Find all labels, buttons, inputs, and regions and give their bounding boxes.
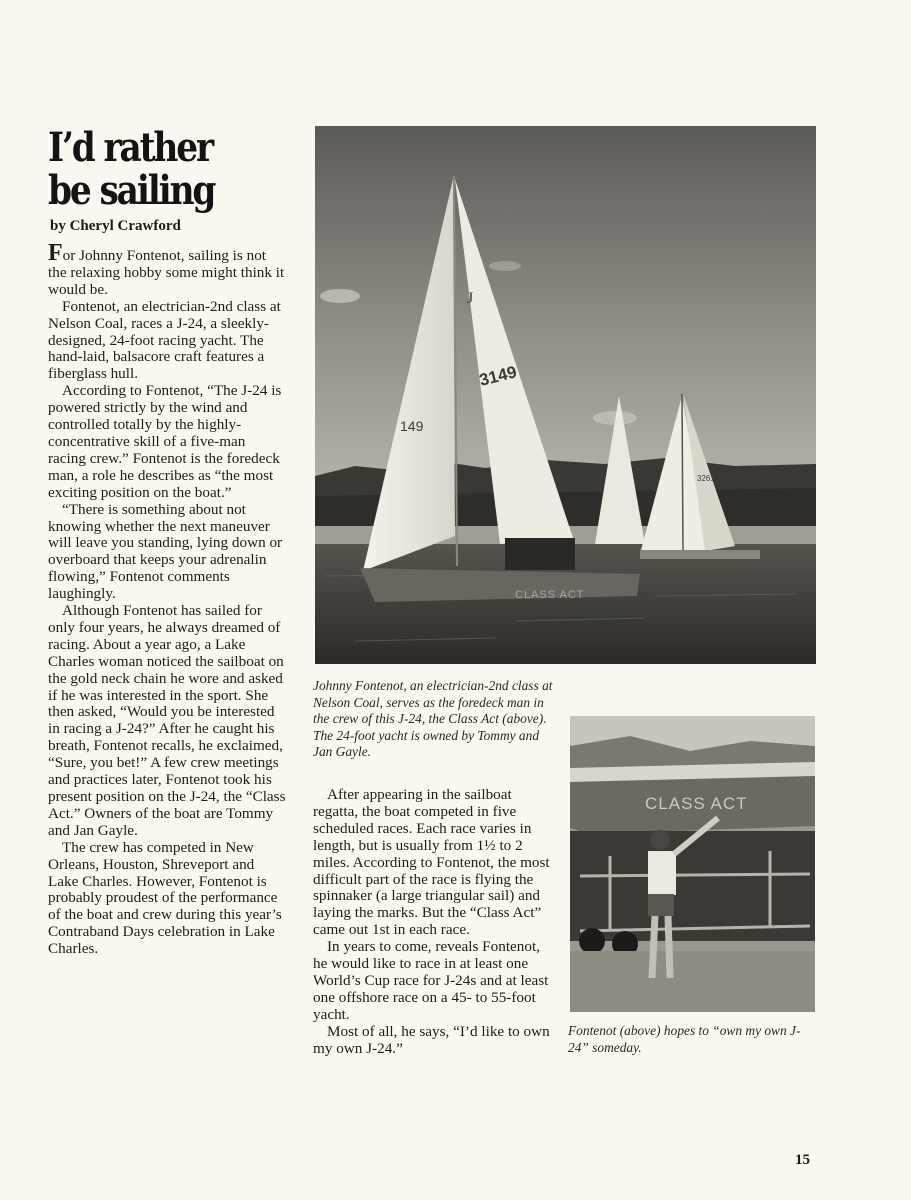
- paragraph-9: Most of all, he says, “I’d like to own my own J-24.”: [313, 1022, 550, 1057]
- paragraph-3: According to Fontenot, “The J-24 is powered strictly by the wind and controlled totally by the highly-concentrative skill of a five-man racing crew.” Fontenot is the foredeck man, a role he describes as “the most exciting position on the boat.”: [48, 382, 282, 501]
- article-column-left: [48, 240, 286, 958]
- headline: I’d rather be sailing: [48, 124, 215, 214]
- paragraph-6: The crew has competed in New Orleans, Houston, Shreveport and Lake Charles. However, Fontenot is probably proudest of the performance of the boat and crew during this year’s Contraband Days celebration in Lake Charles.: [48, 838, 282, 958]
- hull-name-main: CLASS ACT: [515, 589, 585, 601]
- sail-number-main: 3149: [477, 362, 519, 390]
- paragraph-1: For Johnny Fontenot, sailing is not the relaxing hobby some might think it would be.: [48, 240, 285, 298]
- paragraph-7: After appearing in the sailboat regatta, the boat competed in five scheduled races. Each race varies in length, but is usually from 1½ to 2 miles. According to Fontenot, the most difficult part of the race is flying the spinnaker (a large triangular sail) and laying the marks. But the “Class Act” came out 1st in each race.: [313, 786, 550, 939]
- drop-cap: F: [48, 240, 63, 266]
- sailboat-race-photo: [315, 126, 816, 664]
- paragraph-5: Although Fontenot has sailed for only four years, he always dreamed of racing. About a year ago, a Lake Charles woman noticed the sailboat on the gold neck chain he wore and asked if he was interested in the sport. She then asked, “Would you be interested in racing a J-24?” After he caught his breath, Fontenot recalls, he exclaimed, “Sure, you bet!” A few crew meetings and practices later, Fontenot took his present position on the J-24, the “Class Act.” Owners of the boat are Tommy and Jan Gayle.: [48, 602, 286, 839]
- paragraph-2: Fontenot, an electrician-2nd class at Nelson Coal, races a J-24, a sleekly-designed, 24-foot racing yacht. The hand-laid, balsacore craft features a fiberglass hull.: [48, 297, 281, 383]
- sail-number-front: 149: [400, 418, 424, 434]
- paragraph-8: In years to come, reveals Fontenot, he would like to race in at least one World’s Cup race for J-24s and at least one offshore race on a 45- to 55-foot yacht.: [313, 938, 549, 1023]
- sail-logo: J: [467, 290, 474, 307]
- page-number: 15: [795, 1152, 810, 1168]
- photo-caption-main: Johnny Fontenot, an electrician-2nd class at Nelson Coal, serves as the foredeck man in the crew of this J-24, the Class Act (above). The 24-foot yacht is owned by Tommy and Jan Gayle.: [313, 678, 553, 759]
- article-column-middle: [313, 787, 558, 1058]
- fontenot-trailer-photo: [570, 716, 815, 1012]
- hull-name-small: CLASS ACT: [645, 794, 748, 813]
- paragraph-4: “There is something about not knowing whether the next maneuver will leave you standing, lying down or overboard that keeps your adrenalin flowing,” Fontenot comments laughingly.: [48, 500, 283, 603]
- byline: by Cheryl Crawford: [50, 218, 181, 234]
- photo-caption-small: Fontenot (above) hopes to “own my own J-24” someday.: [568, 1023, 801, 1055]
- sail-number-background: 3261: [697, 474, 715, 483]
